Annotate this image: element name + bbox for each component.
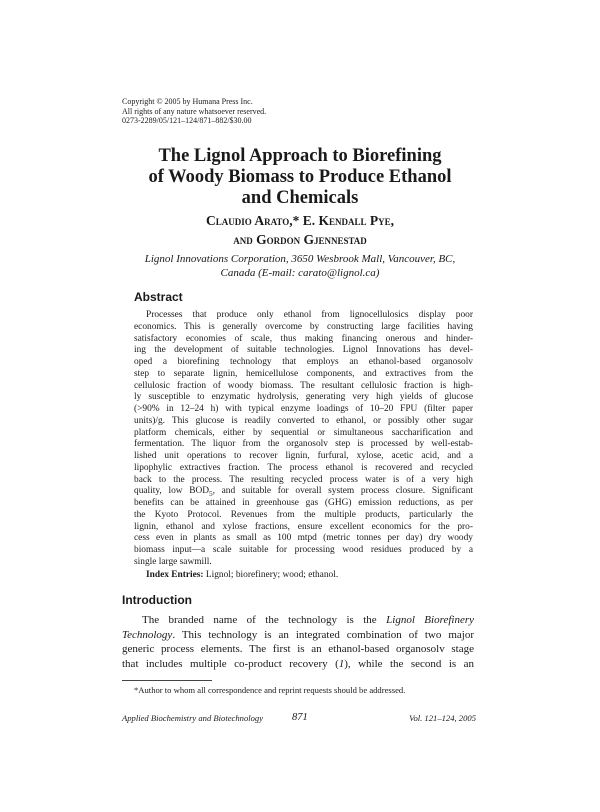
- abstract-line: ing the development of suitable technologies. Lignol Innovations has devel-: [134, 345, 473, 356]
- author-list: [100, 211, 500, 249]
- running-footer: [122, 713, 476, 727]
- abstract-line: ly susceptible to enzymatic hydrolysis, generating very high yields of glucose: [134, 392, 473, 403]
- intro-text: . This technology is an integrated combination of two major: [172, 628, 474, 641]
- reference-number: 1: [338, 657, 345, 670]
- index-entries: [146, 570, 338, 580]
- authors-line-1: Claudio Arato,* E. Kendall Pye,: [205, 213, 395, 228]
- intro-line: [122, 628, 474, 643]
- bod-rest: , and suitable for overall system process closure. Significant: [212, 486, 473, 497]
- abstract-line: the Kyoto Protocol. Revenues from the multiple products, particularly the: [134, 509, 473, 520]
- title-line-1: The Lignol Approach to Biorefining: [158, 146, 442, 166]
- abstract-line: satisfactory economies of scale, thus making financing onerous and hinder-: [134, 333, 473, 344]
- abstract-line: platform chemicals, either by sequential or simultaneous saccharification and: [134, 427, 473, 438]
- copyright-line: Copyright © 2005 by Humana Press Inc.: [122, 97, 253, 106]
- journal-name: Applied Biochemistry and Biotechnology: [122, 713, 264, 723]
- abstract-line: units)/g. This glucose is readily converted to ethanol, or possibly other sugar: [134, 415, 473, 426]
- abstract-line: lished unit operations to recover lignin, furfural, xylose, acetic acid, and a: [134, 451, 473, 461]
- abstract-line: Processes that produce only ethanol from lignocellulosics display poor: [146, 310, 473, 320]
- intro-line: [122, 657, 474, 672]
- abstract-heading: Abstract: [134, 290, 183, 304]
- rights-line: All rights of any nature whatsoever reserved.: [122, 106, 267, 116]
- title-line-2: of Woody Biomass to Produce Ethanol: [148, 167, 452, 187]
- intro-text: that includes multiple co-product recovery (: [122, 657, 339, 670]
- affiliation-line-1: Lignol Innovations Corporation, 3650 Wesbrook Mall, Vancouver, BC,: [144, 253, 456, 265]
- bod-text: quality, low BOD: [134, 486, 210, 497]
- abstract-line: lipophylic extractives fraction. The process ethanol is recovered and recycled: [134, 462, 473, 473]
- intro-line: generic process elements. The first is an ethanol-based organosolv stage: [122, 643, 474, 656]
- footnote: *Author to whom all correspondence and reprint requests should be addressed.: [134, 685, 406, 695]
- abstract-line: fermentation. The liquor from the organosolv step is processed by well-estab-: [134, 439, 473, 450]
- index-entries-text: Lignol; biorefinery; wood; ethanol.: [203, 570, 339, 580]
- abstract-line: economics. This is generally overcome by constructing large facilities having: [134, 321, 473, 332]
- abstract-body: [134, 310, 473, 569]
- abstract-line: oped a biorefining technology that employs an ethanol-based organosolv: [134, 357, 473, 367]
- intro-text: ), while the second is an: [344, 657, 474, 670]
- introduction-body: [122, 613, 474, 671]
- technology-name: Lignol Biorefinery: [386, 614, 474, 626]
- copyright-notice: [122, 97, 422, 126]
- index-entries-label: Index Entries:: [146, 570, 204, 580]
- abstract-line: lignin, ethanol and xylose fractions, ensure excellent economics for the pro-: [134, 521, 473, 532]
- footnote-rule: [122, 680, 212, 681]
- issn-line: 0273-2289/05/121–124/871–882/$30.00: [122, 116, 252, 125]
- abstract-line: (>90% in 12–24 h) with typical enzyme loadings of 10–20 FPU (filter paper: [134, 404, 473, 414]
- abstract-line-bod: [134, 486, 473, 498]
- introduction-heading: Introduction: [122, 593, 192, 607]
- abstract-line: single large sawmill.: [134, 556, 212, 567]
- title-line-3: and Chemicals: [241, 188, 359, 208]
- page-number: 871: [292, 712, 308, 723]
- abstract-line: back to the process. The resulting recycled process water is of a very high: [134, 474, 473, 485]
- intro-line: [122, 613, 474, 628]
- volume-info: Vol. 121–124, 2005: [409, 713, 476, 723]
- abstract-line: cellulosic fraction of woody biomass. The resultant cellulosic fraction is high-: [134, 380, 473, 391]
- intro-text: The branded name of the technology is the: [142, 614, 387, 626]
- affiliation: [110, 252, 490, 280]
- abstract-line: biomass input—a scale suitable for processing wood residues produced by a: [134, 545, 473, 555]
- abstract-line: step to separate lignin, hemicellulose components, and extractives from the: [134, 368, 473, 379]
- bod-subscript: 5: [209, 490, 213, 498]
- paper-title: [100, 146, 500, 209]
- authors-line-2: and Gordon Gjennestad: [233, 232, 367, 247]
- abstract-line: benefits can be attained in greenhouse gas (GHG) emission reductions, as per: [134, 498, 473, 508]
- affiliation-line-2: Canada (E-mail: carato@lignol.ca): [220, 267, 380, 279]
- technology-name-cont: Technology: [122, 628, 173, 641]
- abstract-line: cess even in plants as small as 100 mtpd (metric tonnes per day) dry woody: [134, 533, 473, 544]
